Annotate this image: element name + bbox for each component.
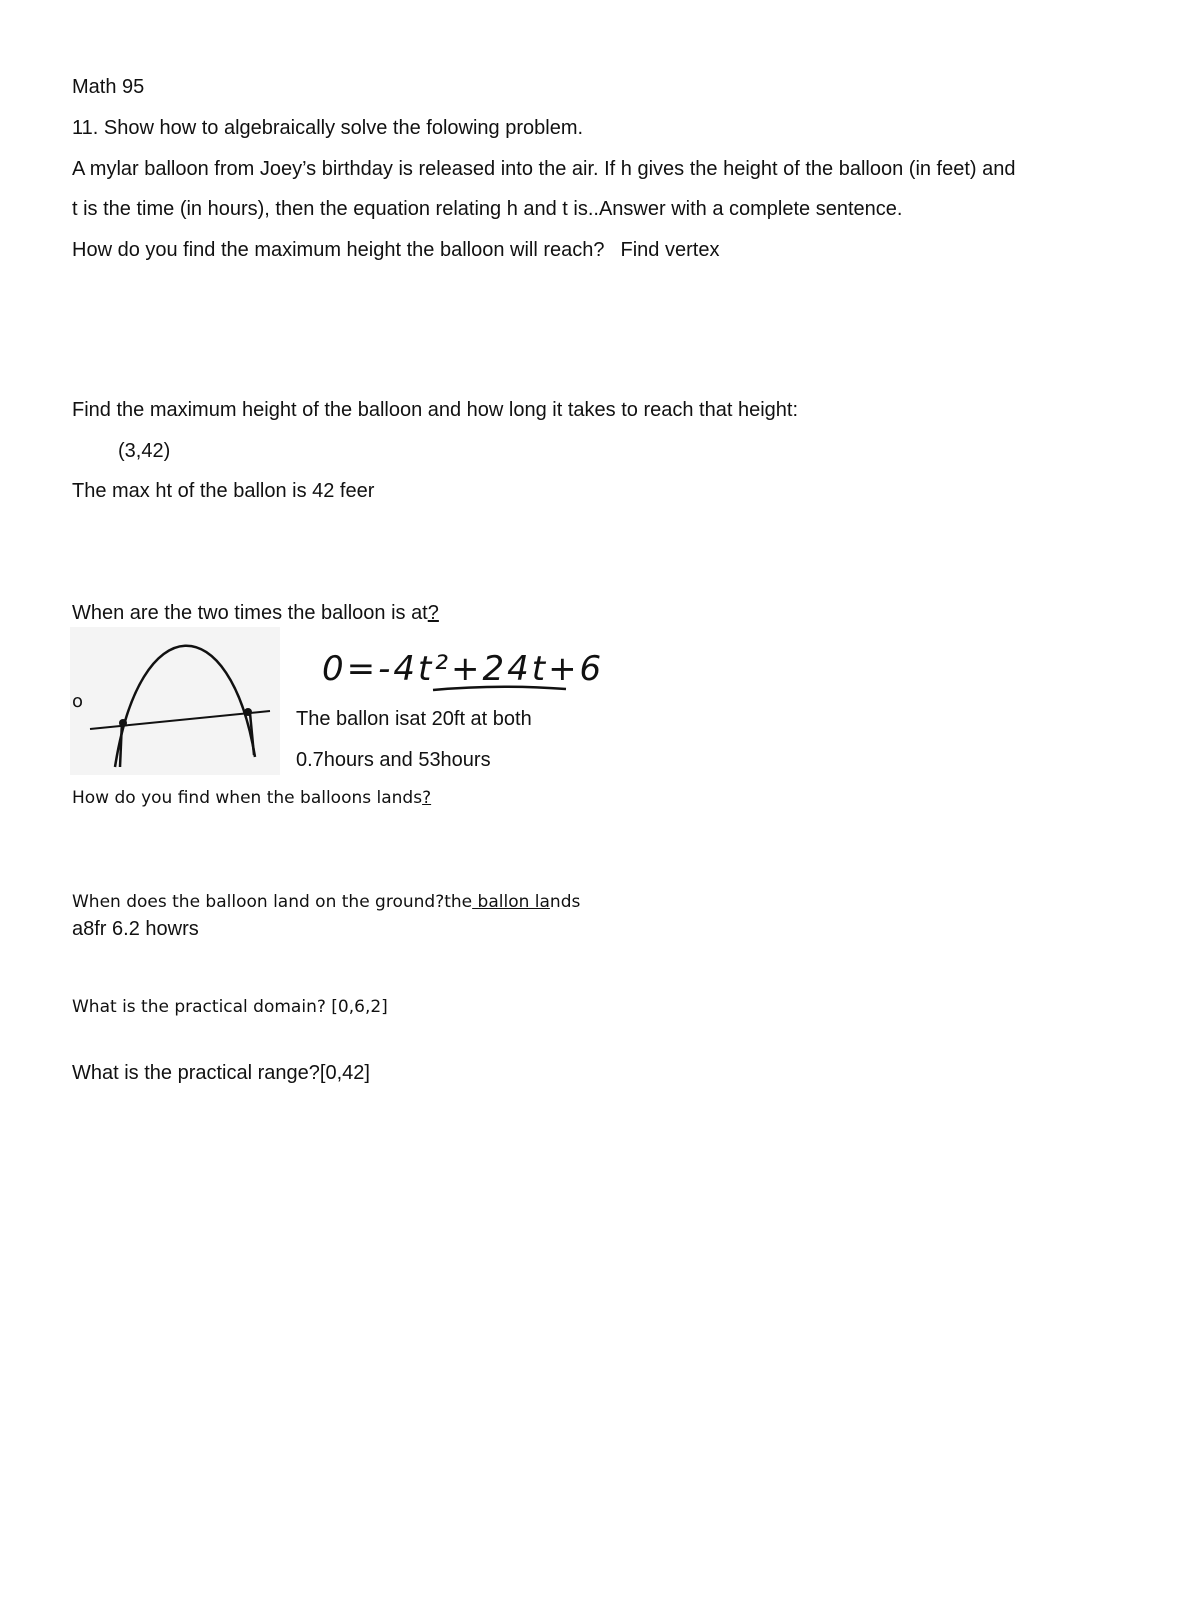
range-question: What is the practical range?[0,42] — [72, 1062, 370, 1084]
ground-question — [72, 889, 580, 915]
problem-line-2: t is the time (in hours), then the equation relating h and t is..Answer with a complete sentence. — [72, 198, 903, 220]
max-height-answer: The max ht of the ballon is 42 feer — [72, 480, 375, 502]
sketch-label: o — [72, 691, 84, 712]
two-times-question — [72, 600, 439, 626]
max-method-answer: Find vertex — [620, 239, 720, 261]
max-method-prompt: How do you find the maximum height the balloon will reach? — [72, 239, 605, 261]
two-times-mark: ? — [427, 602, 439, 624]
handwritten-equation — [318, 640, 618, 700]
max-method-question — [72, 237, 719, 263]
question-text: Show how to algebraically solve the folowing problem. — [98, 117, 584, 139]
domain-question: What is the practical domain? [0,6,2] — [72, 997, 388, 1017]
max-height-question: Find the maximum height of the balloon and how long it takes to reach that height: — [72, 399, 798, 421]
question-number: 11. — [72, 117, 99, 139]
problem-line-1: A mylar balloon from Joey’s birthday is released into the air. If h gives the height of the balloon (in feet) and — [72, 158, 1016, 180]
ground-answer: a8fr 6.2 howrs — [72, 918, 199, 940]
sketch-background — [70, 627, 280, 775]
parabola-sketch — [70, 627, 280, 775]
two-times-prompt: When are the two times the balloon is at — [72, 602, 428, 624]
left-intersection — [119, 719, 127, 727]
ground-underlined: ballon la — [472, 892, 550, 912]
two-times-answer-1: The ballon isat 20ft at both — [296, 708, 532, 730]
lands-mark: ? — [422, 788, 432, 808]
ground-prompt: When does the balloon land on the ground?the — [72, 892, 473, 912]
equation-text: 0=-4t²+24t+6 — [322, 649, 605, 689]
lands-prompt: How do you find when the balloons lands — [72, 788, 423, 808]
vertex-answer: (3,42) — [118, 440, 171, 462]
lands-question — [72, 785, 431, 811]
course-title: Math 95 — [72, 76, 145, 98]
question-11 — [72, 115, 583, 141]
right-intersection — [244, 708, 252, 716]
two-times-answer-2: 0.7hours and 53hours — [296, 749, 491, 771]
ground-end: nds — [549, 892, 581, 912]
